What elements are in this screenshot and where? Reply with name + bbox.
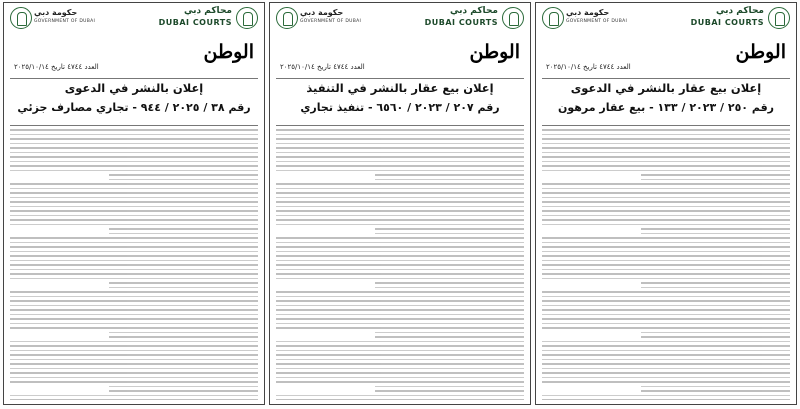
divider bbox=[276, 78, 524, 79]
government-name: حكومة دبي bbox=[34, 8, 78, 17]
notice-headline: إعلان بيع عقار بالنشر في الدعوى bbox=[570, 81, 762, 95]
divider bbox=[10, 78, 258, 79]
government-name: حكومة دبي bbox=[566, 8, 610, 17]
court-name: محاكم دبي bbox=[184, 6, 232, 16]
newspaper-name: الوطن bbox=[469, 41, 520, 63]
court-name: محاكم دبي bbox=[450, 6, 498, 16]
court-name-english: DUBAI COURTS bbox=[158, 18, 232, 27]
dubai-government-emblem-icon bbox=[276, 7, 298, 29]
masthead bbox=[536, 3, 796, 37]
divider bbox=[542, 125, 790, 126]
newspaper-name: الوطن bbox=[203, 41, 254, 63]
notice-headline: إعلان بالنشر في الدعوى bbox=[64, 81, 204, 95]
court-name-english: DUBAI COURTS bbox=[690, 18, 764, 27]
court-notice-clipping bbox=[3, 2, 265, 405]
divider bbox=[10, 125, 258, 126]
notice-body-text bbox=[276, 129, 524, 400]
issue-date: العدد ٤٧٤٤ تاريخ ٢٠٢٥/١٠/١٤ bbox=[280, 63, 365, 71]
dubai-courts-emblem-icon bbox=[768, 7, 790, 29]
case-number: رقم ٢٠٧ / ٢٠٢٣ / ٦٥٦٠ - تنفيذ تجاري bbox=[300, 101, 500, 114]
court-notice-clipping bbox=[269, 2, 531, 405]
dubai-government-emblem-icon bbox=[542, 7, 564, 29]
case-number: رقم ٢٥٠ / ٢٠٢٣ / ١٣٣ - بيع عقار مرهون bbox=[557, 101, 775, 114]
notice-body-text bbox=[10, 129, 258, 400]
government-name: حكومة دبي bbox=[300, 8, 344, 17]
divider bbox=[542, 78, 790, 79]
government-name-english: GOVERNMENT OF DUBAI bbox=[34, 19, 96, 24]
masthead bbox=[270, 3, 530, 37]
issue-date: العدد ٤٧٤٤ تاريخ ٢٠٢٥/١٠/١٤ bbox=[14, 63, 99, 71]
court-name-english: DUBAI COURTS bbox=[424, 18, 498, 27]
notice-body-text bbox=[542, 129, 790, 400]
dubai-government-emblem-icon bbox=[10, 7, 32, 29]
case-number: رقم ٣٨ / ٢٠٢٥ / ٩٤٤ - تجاري مصارف جزئي bbox=[17, 101, 251, 114]
court-name: محاكم دبي bbox=[716, 6, 764, 16]
government-name-english: GOVERNMENT OF DUBAI bbox=[300, 19, 362, 24]
dubai-courts-emblem-icon bbox=[236, 7, 258, 29]
newspaper-name: الوطن bbox=[735, 41, 786, 63]
masthead bbox=[4, 3, 264, 37]
notice-headline: إعلان بيع عقار بالنشر في التنفيذ bbox=[306, 81, 494, 95]
divider bbox=[276, 125, 524, 126]
dubai-courts-emblem-icon bbox=[502, 7, 524, 29]
court-notice-clipping bbox=[535, 2, 797, 405]
issue-date: العدد ٤٧٤٤ تاريخ ٢٠٢٥/١٠/١٤ bbox=[546, 63, 631, 71]
government-name-english: GOVERNMENT OF DUBAI bbox=[566, 19, 628, 24]
